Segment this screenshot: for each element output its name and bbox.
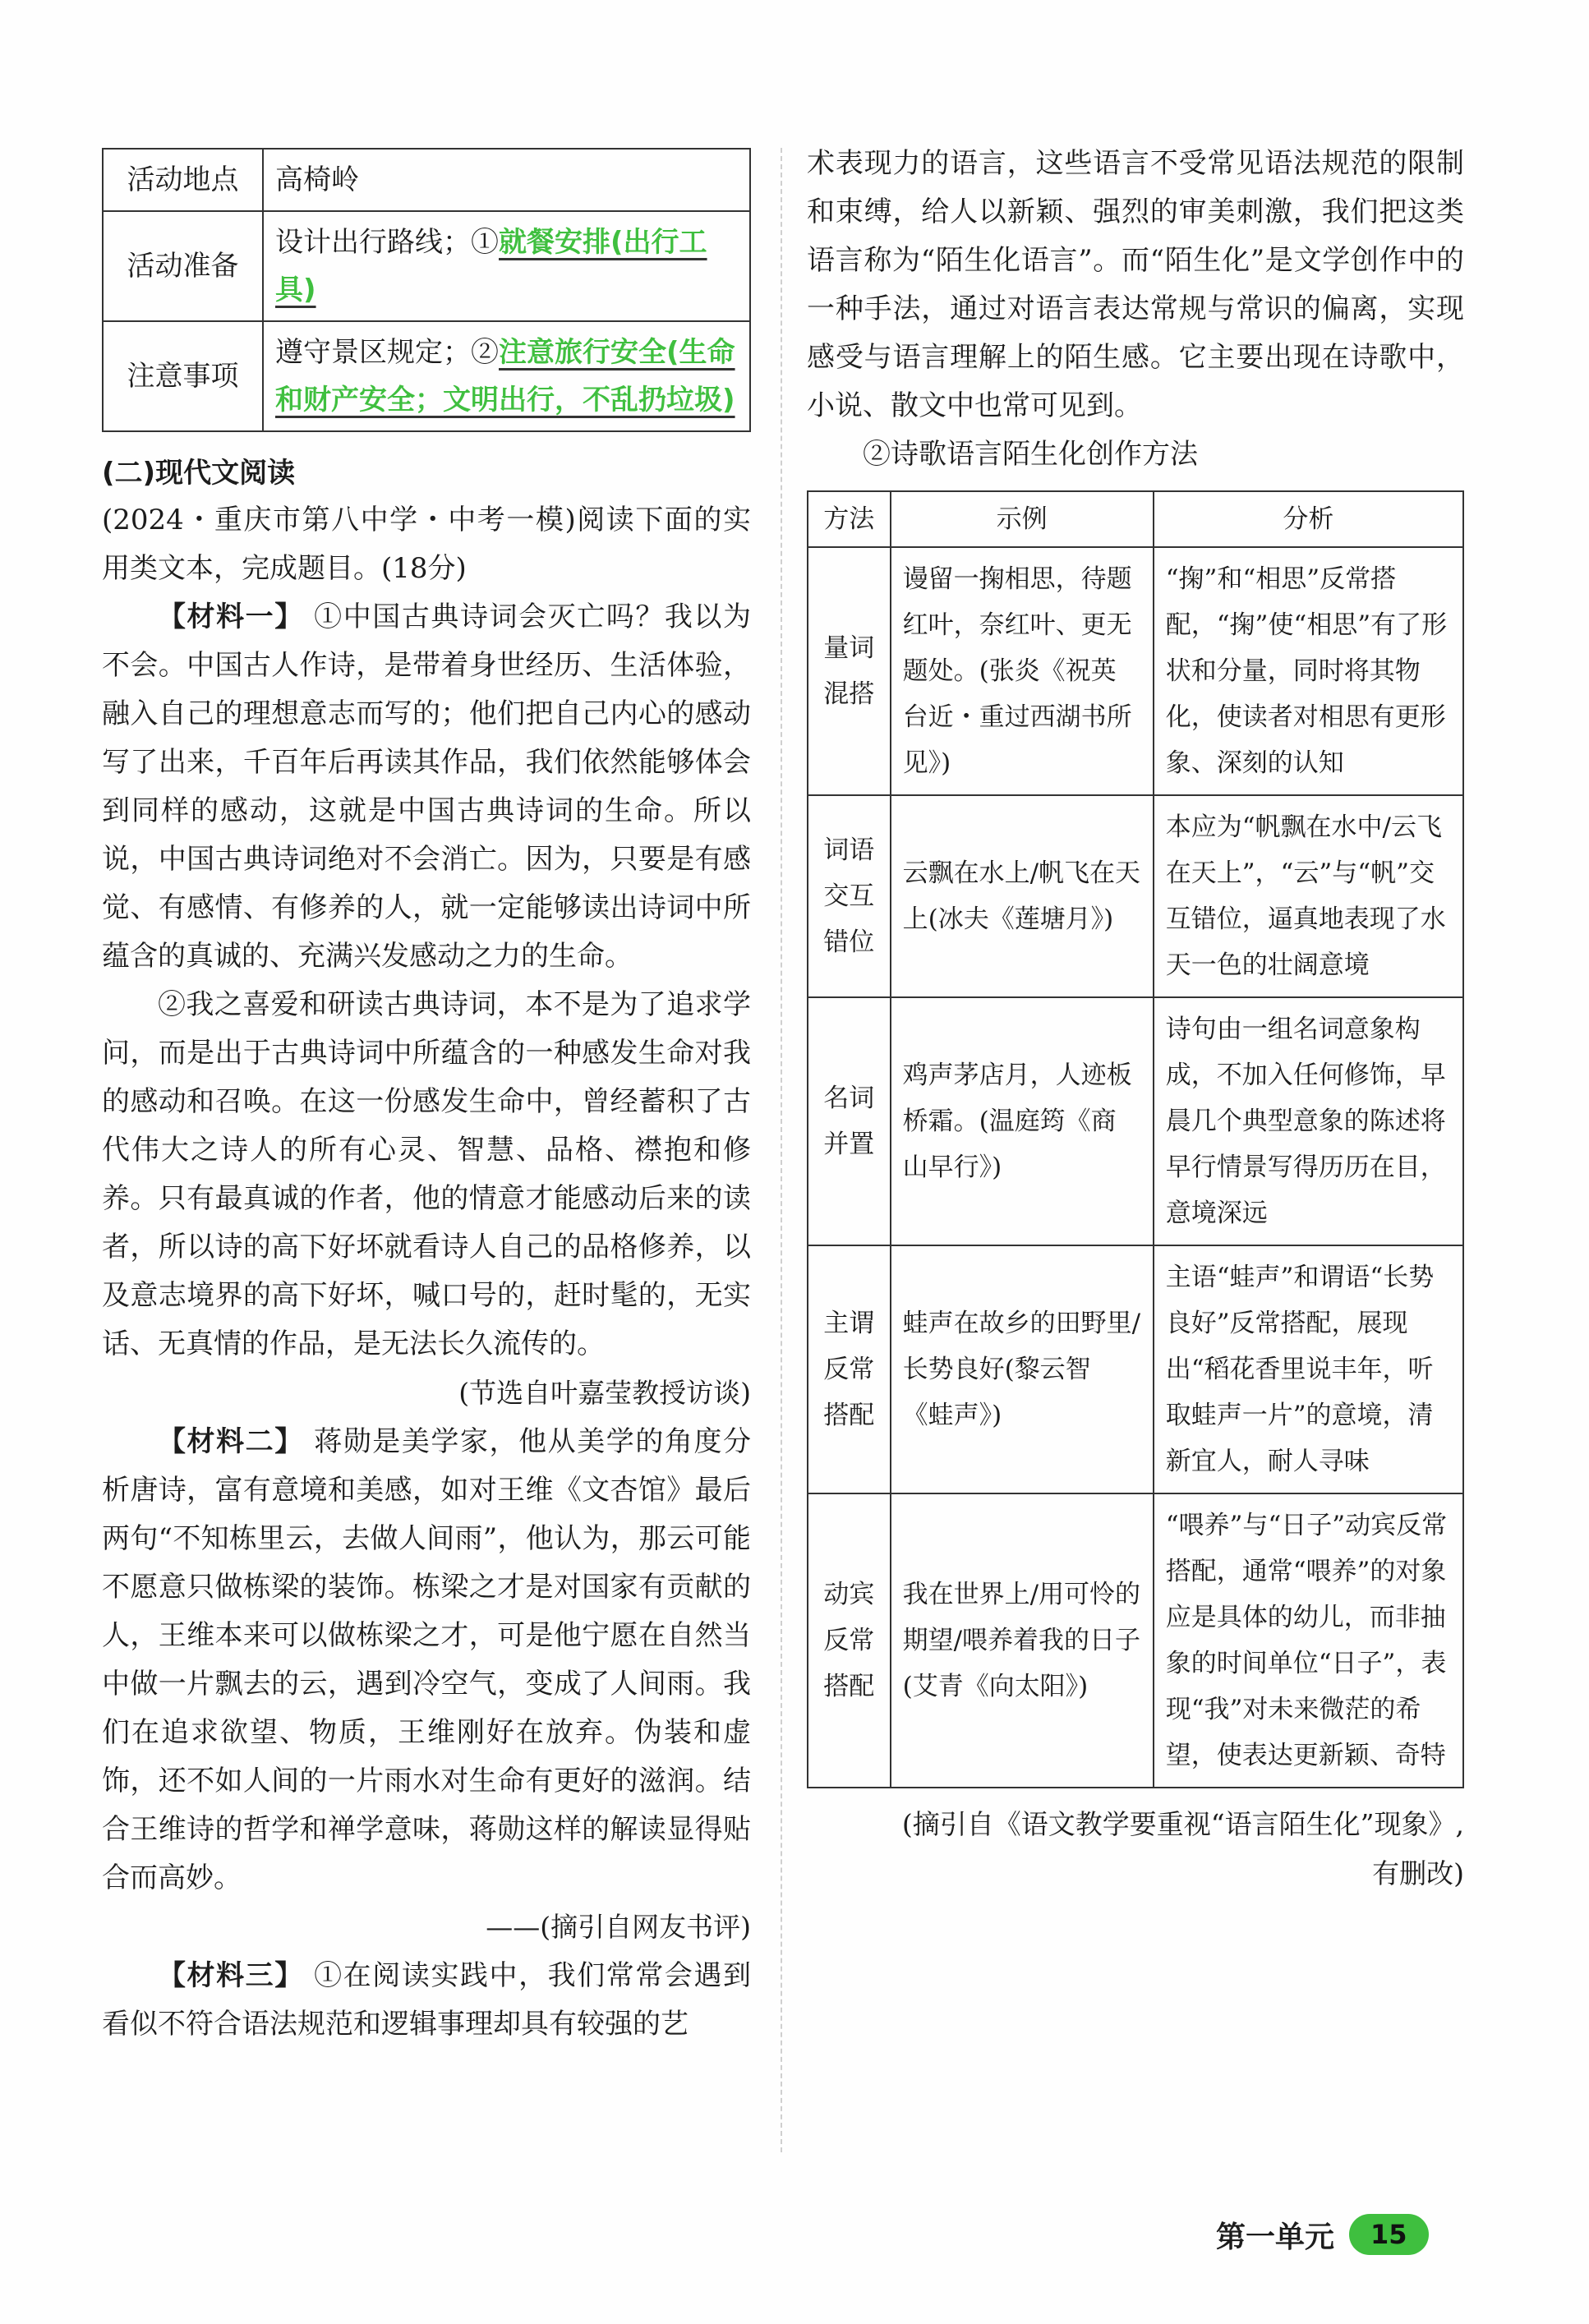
analysis-cell: 诗句由一组名词意象构成，不加入任何修饰，早晨几个典型意象的陈述将早行情景写得历历在目，意境深远 bbox=[1154, 997, 1463, 1245]
table-key: 活动地点 bbox=[103, 149, 263, 211]
cell-text: 遵守景区规定；② bbox=[275, 336, 499, 369]
answer-text: 就餐安排(出行工具) bbox=[275, 226, 707, 306]
right-column bbox=[807, 140, 1464, 1898]
table-row bbox=[808, 1245, 1463, 1493]
para-text: ①中国古典诗词会灭亡吗？我以为不会。中国古人作诗，是带着身世经历、生活体验，融入自己的理想意志而写的；他们把自己内心的感动写了出来，千百年后再读其作品，我们依然能够体会到同样的感动，这就是中国古典诗词的生命。所以说，中国古典诗词绝对不会消亡。因为，只要是有感觉、有感情、有修养的人，就一定能够读出诗词中所蕴含的真诚的、充满兴发感动之力的生命。 bbox=[102, 601, 752, 973]
example-cell: 我在世界上/用可怜的期望/喂养着我的日子(艾青《向太阳》) bbox=[891, 1493, 1154, 1788]
answer-text: 注意旅行安全(生命和财产安全；文明出行，不乱扔垃圾) bbox=[275, 336, 735, 416]
method-cell: 主谓反常搭配 bbox=[808, 1245, 891, 1493]
cell-text: 高椅岭 bbox=[275, 163, 359, 196]
analysis-cell: 本应为“帆飘在水中/云飞在天上”，“云”与“帆”交互错位，逼真地表现了水天一色的壮阔意境 bbox=[1154, 795, 1463, 997]
material1-para1 bbox=[102, 593, 751, 981]
example-cell: 蛙声在故乡的田野里/长势良好(黎云智《蛙声》) bbox=[891, 1245, 1154, 1493]
material2-para1 bbox=[102, 1418, 751, 1903]
method-table bbox=[807, 490, 1464, 1788]
header-example: 示例 bbox=[891, 491, 1154, 547]
material3-label: 【材料三】 bbox=[158, 1959, 304, 1992]
left-column bbox=[102, 148, 751, 2049]
page-number: 15 bbox=[1349, 2214, 1429, 2255]
table-row bbox=[103, 149, 750, 211]
unit-label: 第一单元 bbox=[1216, 2220, 1335, 2254]
material3-para1-cont: 术表现力的语言，这些语言不受常见语法规范的限制和束缚，给人以新颖、强烈的审美刺激，我们把这类语言称为“陌生化语言”。而“陌生化”是文学创作中的一种手法，通过对语言表达常规与常识的偏离，实现感受与语言理解上的陌生感。它主要出现在诗歌中，小说、散文中也常可见到。 bbox=[807, 147, 1464, 422]
material3-para2-title: ②诗歌语言陌生化创作方法 bbox=[863, 438, 1198, 471]
table-key: 活动准备 bbox=[103, 211, 263, 321]
material1-label: 【材料一】 bbox=[158, 601, 304, 633]
table-row bbox=[808, 547, 1463, 795]
activity-table bbox=[102, 148, 751, 432]
section-title: (二)现代文阅读 bbox=[102, 457, 296, 490]
method-cell: 词语交互错位 bbox=[808, 795, 891, 997]
header-method: 方法 bbox=[808, 491, 891, 547]
page-footer bbox=[1216, 2206, 1429, 2263]
example-cell: 鸡声茅店月，人迹板桥霜。(温庭筠《商山早行》) bbox=[891, 997, 1154, 1245]
table-row bbox=[808, 795, 1463, 997]
table-value bbox=[263, 321, 750, 431]
material1-source: (节选自叶嘉莹教授访谈) bbox=[458, 1377, 751, 1409]
table-row bbox=[103, 211, 750, 321]
analysis-cell: “掬”和“相思”反常搭配，“掬”使“相思”有了形状和分量，同时将其物化，使读者对相思有更形象、深刻的认知 bbox=[1154, 547, 1463, 795]
material3-source-line1: (摘引自《语文教学要重视“语言陌生化”现象》, bbox=[901, 1808, 1464, 1840]
example-cell: 云飘在水上/帆飞在天上(冰夫《莲塘月》) bbox=[891, 795, 1154, 997]
material2-label: 【材料二】 bbox=[158, 1425, 304, 1458]
header-analysis: 分析 bbox=[1154, 491, 1463, 547]
table-row bbox=[808, 997, 1463, 1245]
table-value bbox=[263, 211, 750, 321]
column-divider bbox=[781, 148, 782, 2152]
analysis-cell: “喂养”与“日子”动宾反常搭配，通常“喂养”的对象应是具体的幼儿，而非抽象的时间单位“日子”，表现“我”对未来微茫的希望，使表达更新颖、奇特 bbox=[1154, 1493, 1463, 1788]
table-header-row bbox=[808, 491, 1463, 547]
material2-source: ——(摘引自网友书评) bbox=[486, 1911, 751, 1943]
material1-para2: ②我之喜爱和研读古典诗词，本不是为了追求学问，而是出于古典诗词中所蕴含的一种感发生命对我的感动和召唤。在这一份感发生命中，曾经蓄积了古代伟大之诗人的所有心灵、智慧、品格、襟抱和修养。只有最真诚的作者，他的情意才能感动后来的读者，所以诗的高下好坏就看诗人自己的品格修养，以及意志境界的高下好坏，喊口号的，赶时髦的，无实话、无真情的作品，是无法长久流传的。 bbox=[102, 988, 751, 1360]
table-key: 注意事项 bbox=[103, 321, 263, 431]
analysis-cell: 主语“蛙声”和谓语“长势良好”反常搭配，展现出“稻花香里说丰年，听取蛙声一片”的意境，清新宜人，耐人寻味 bbox=[1154, 1245, 1463, 1493]
material3-para1-start bbox=[102, 1952, 751, 2049]
method-cell: 量词混搭 bbox=[808, 547, 891, 795]
para-text: ①在阅读实践中，我们常常会遇到看似不符合语法规范和逻辑事理却具有较强的艺 bbox=[102, 1959, 752, 2041]
table-row bbox=[103, 321, 750, 431]
example-cell: 谩留一掬相思，待题红叶，奈红叶、更无题处。(张炎《祝英台近・重过西湖书所见》) bbox=[891, 547, 1154, 795]
table-row bbox=[808, 1493, 1463, 1788]
intro-text: (2024・重庆市第八中学・中考一模)阅读下面的实用类文本，完成题目。(18分) bbox=[102, 504, 751, 585]
method-cell: 名词并置 bbox=[808, 997, 891, 1245]
table-value bbox=[263, 149, 750, 211]
material3-source-line2: 有删改) bbox=[1372, 1857, 1464, 1889]
method-cell: 动宾反常搭配 bbox=[808, 1493, 891, 1788]
para-text: 蒋勋是美学家，他从美学的角度分析唐诗，富有意境和美感，如对王维《文杏馆》最后两句“不知栋里云，去做人间雨”，他认为，那云可能不愿意只做栋梁的装饰。栋梁之才是对国家有贡献的人，王维本来可以做栋梁之才，可是他宁愿在自然当中做一片飘去的云，遇到冷空气，变成了人间雨。我们在追求欲望、物质，王维刚好在放弃。伪装和虚饰，还不如人间的一片雨水对生命有更好的滋润。结合王维诗的哲学和禅学意味，蒋勋这样的解读显得贴合而高妙。 bbox=[102, 1425, 752, 1894]
cell-text: 设计出行路线；① bbox=[275, 226, 499, 259]
